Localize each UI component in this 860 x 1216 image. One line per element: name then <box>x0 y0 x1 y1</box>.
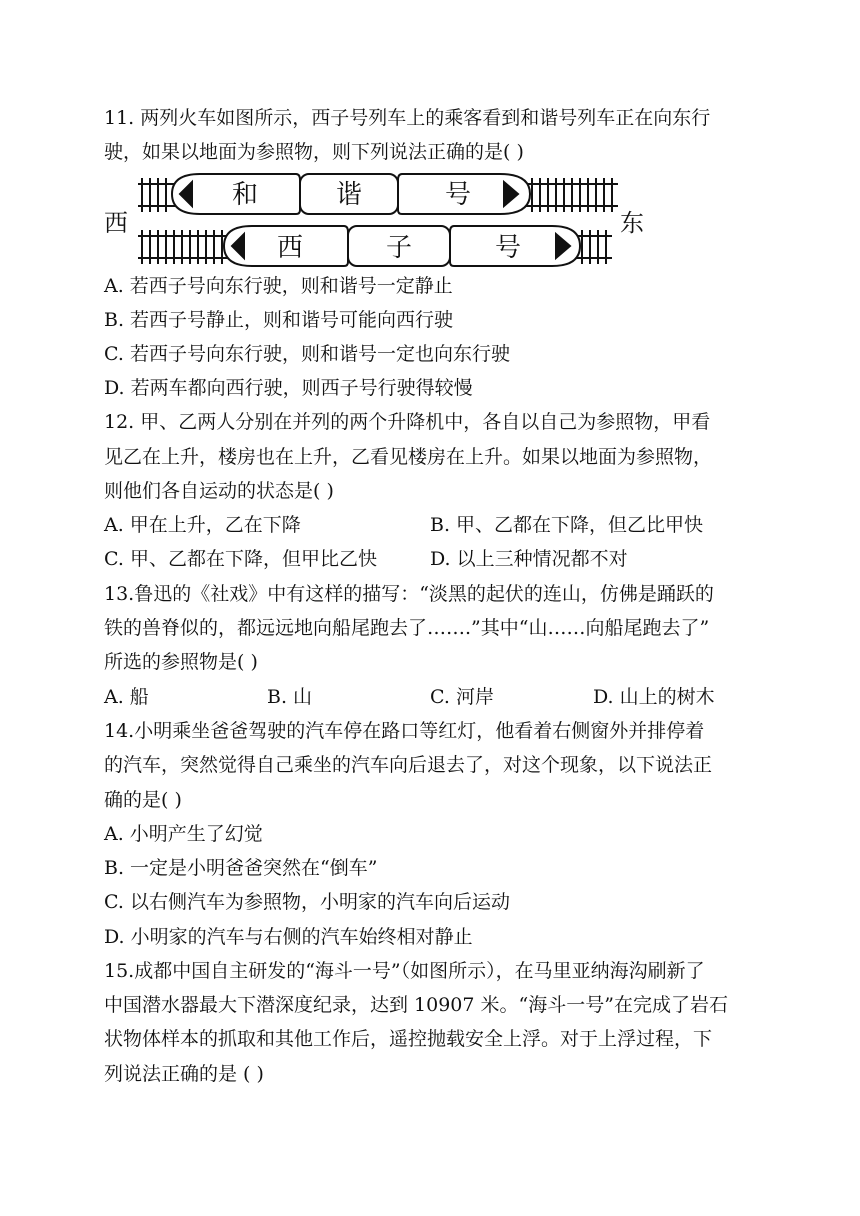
q13-option-c: C. 河岸 <box>430 686 494 708</box>
q13-option-b: B. 山 <box>267 686 313 708</box>
q12-option-a: A. 甲在上升，乙在下降 <box>104 514 301 536</box>
q11-option-d: D. 若两车都向西行驶，则西子号行驶得较慢 <box>104 377 473 399</box>
q12-option-c: C. 甲、乙都在下降，但甲比乙快 <box>104 548 377 570</box>
q11-option-a: A. 若西子号向东行驶，则和谐号一定静止 <box>104 275 453 297</box>
bottom-train-car1: 西 <box>276 233 304 263</box>
q14-option-a: A. 小明产生了幻觉 <box>104 823 263 845</box>
q13-stem-line2: 铁的兽脊似的，都远远地向船尾跑去了…….”其中“山……向船尾跑去了” <box>104 617 710 639</box>
q12-option-b: B. 甲、乙都在下降，但乙比甲快 <box>430 514 704 536</box>
q11-stem-line1: 11. 两列火车如图所示，西子号列车上的乘客看到和谐号列车正在向东行 <box>104 107 711 129</box>
q13-option-d: D. 山上的树木 <box>593 686 715 708</box>
east-label: 东 <box>620 209 644 237</box>
q11-stem-line2: 驶，如果以地面为参照物，则下列说法正确的是( ) <box>104 141 524 163</box>
q15-stem-line4: 列说法正确的是 ( ) <box>104 1063 264 1085</box>
q13-stem-line1: 13.鲁迅的《社戏》中有这样的描写：“淡黑的起伏的连山，仿佛是踊跃的 <box>104 583 714 605</box>
top-train-car1: 和 <box>231 180 259 210</box>
q14-stem-line3: 确的是( ) <box>104 789 182 811</box>
q14-stem-line1: 14.小明乘坐爸爸驾驶的汽车停在路口等红灯，他看着右侧窗外并排停着 <box>104 720 705 742</box>
q15-stem-line2: 中国潜水器最大下潜深度纪录，达到 10907 米。“海斗一号”在完成了岩石 <box>104 994 728 1016</box>
q12-option-d: D. 以上三种情况都不对 <box>430 548 628 570</box>
q11-train-figure <box>100 172 660 272</box>
q15-stem-line3: 状物体样本的抓取和其他工作后，遥控抛载安全上浮。对于上浮过程，下 <box>104 1028 713 1050</box>
bottom-train-car2: 子 <box>385 233 413 263</box>
q13-stem-line3: 所选的参照物是( ) <box>104 651 258 673</box>
top-train-car2: 谐 <box>335 180 363 210</box>
q14-option-b: B. 一定是小明爸爸突然在“倒车” <box>104 857 378 879</box>
bottom-train-car3: 号 <box>494 233 522 263</box>
q14-option-d: D. 小明家的汽车与右侧的汽车始终相对静止 <box>104 926 473 948</box>
top-train-car3: 号 <box>444 180 472 210</box>
q14-stem-line2: 的汽车，突然觉得自己乘坐的汽车向后退去了，对这个现象，以下说法正 <box>104 754 713 776</box>
west-label: 西 <box>104 209 128 237</box>
q11-option-b: B. 若西子号静止，则和谐号可能向西行驶 <box>104 309 454 331</box>
q12-stem-line2: 见乙在上升，楼房也在上升，乙看见楼房在上升。如果以地面为参照物， <box>104 446 713 468</box>
q14-option-c: C. 以右侧汽车为参照物，小明家的汽车向后运动 <box>104 891 510 913</box>
q13-option-a: A. 船 <box>104 686 149 708</box>
q15-stem-line1: 15.成都中国自主研发的“海斗一号”（如图所示），在马里亚纳海沟刷新了 <box>104 960 705 982</box>
q12-stem-line3: 则他们各自运动的状态是( ) <box>104 480 334 502</box>
q11-option-c: C. 若西子号向东行驶，则和谐号一定也向东行驶 <box>104 343 510 365</box>
q12-stem-line1: 12. 甲、乙两人分别在并列的两个升降机中，各自以自己为参照物，甲看 <box>104 411 711 433</box>
